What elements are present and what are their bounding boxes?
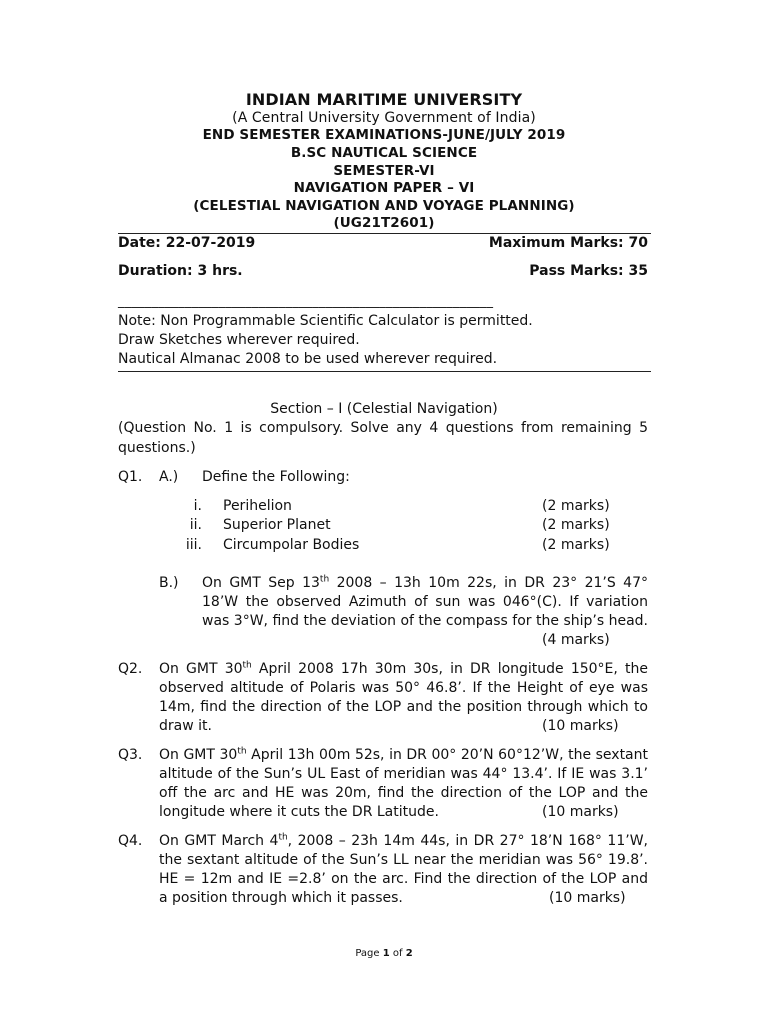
university-subtitle: (A Central University Government of India): [232, 110, 536, 126]
q3-line-4: longitude where it cuts the DR Latitude.: [159, 804, 439, 820]
q3-marks: (10 marks): [542, 804, 619, 820]
page-total: 2: [405, 948, 413, 959]
exam-title: END SEMESTER EXAMINATIONS-JUNE/JULY 2019: [202, 127, 566, 143]
q4-number: Q4.: [118, 833, 143, 849]
maximum-marks: Maximum Marks: 70: [488, 235, 648, 251]
underline-divider: ________________________________________________________: [118, 294, 494, 309]
page-number: 1: [382, 948, 390, 959]
q1-b-line-1: On GMT Sep 13th 2008 – 13h 10m 22s, in DR 23° 21’S 47°: [202, 574, 648, 591]
q4-line-2: the sextant altitude of the Sun’s LL near the meridian was 56° 19.8’.: [159, 852, 648, 868]
q1-item-3-text: Circumpolar Bodies: [223, 537, 360, 553]
q3-number: Q3.: [118, 747, 143, 763]
q4-line-4: a position through which it passes.: [159, 890, 403, 906]
university-title: INDIAN MARITIME UNIVERSITY: [245, 90, 523, 109]
section-instruction-line-2: questions.): [118, 440, 196, 456]
exam-duration: Duration: 3 hrs.: [118, 263, 243, 279]
note-line-2: Draw Sketches wherever required.: [118, 332, 360, 348]
meta-row-date: [118, 235, 648, 251]
q4-line-3: HE = 12m and IE =2.8’ on the arc. Find the direction of the LOP and: [159, 871, 648, 887]
q1-item-2-numeral: ii.: [189, 517, 202, 533]
note-line-3: Nautical Almanac 2008 to be used wherever required.: [118, 351, 498, 367]
program-title: B.SC NAUTICAL SCIENCE: [290, 145, 478, 161]
paper-title: NAVIGATION PAPER – VI: [293, 180, 475, 196]
q2-line-4: draw it.: [159, 718, 212, 734]
q2-line-3: 14m, find the direction of the LOP and the position through which to: [159, 699, 648, 715]
q1-b-line-2: 18’W the observed Azimuth of sun was 046°(C). If variation: [202, 594, 648, 610]
q1-number: Q1.: [118, 469, 143, 485]
q3-line-1: On GMT 30th April 13h 00m 52s, in DR 00° 20’N 60°12’W, the sextant: [159, 746, 649, 763]
q4-line-1: On GMT March 4th, 2008 – 23h 14m 44s, in DR 27° 18’N 168° 11’W,: [159, 832, 648, 849]
q2-line-2: observed altitude of Polaris was 50° 46.8’. If the Height of eye was: [159, 680, 648, 696]
semester-title: SEMESTER-VI: [333, 163, 435, 179]
q3-line-3: off the arc and HE was 20m, find the direction of the LOP and the: [159, 785, 648, 801]
q1-item-1-numeral: i.: [193, 498, 202, 514]
header-divider: [118, 233, 651, 234]
q1-a-text: Define the Following:: [202, 469, 350, 485]
pass-marks: Pass Marks: 35: [529, 263, 648, 279]
q3-line-2: altitude of the Sun’s UL East of meridian was 44° 13.4’. If IE was 3.1’: [159, 766, 648, 782]
q4-marks: (10 marks): [549, 890, 626, 906]
q1-b-marks: (4 marks): [542, 632, 610, 648]
section-title: Section – I (Celestial Navigation): [270, 401, 498, 417]
q1-a-label: A.): [159, 469, 179, 485]
q1-item-1-text: Perihelion: [223, 498, 292, 514]
exam-date: Date: 22-07-2019: [118, 235, 256, 251]
q1-item-3-marks: (2 marks): [542, 537, 610, 553]
q2-line-1: On GMT 30th April 2008 17h 30m 30s, in DR longitude 150°E, the: [159, 660, 648, 677]
notes-divider: [118, 371, 651, 372]
q1-item-2-marks: (2 marks): [542, 517, 610, 533]
q1-b-label: B.): [159, 575, 179, 591]
course-code: (UG21T2601): [333, 215, 435, 231]
q1-b-line-3: was 3°W, find the deviation of the compass for the ship’s head.: [202, 613, 648, 629]
page-footer: Page 1 of 2: [355, 948, 413, 959]
q2-number: Q2.: [118, 661, 143, 677]
note-line-1: Note: Non Programmable Scientific Calculator is permitted.: [118, 313, 533, 329]
q1-item-2-text: Superior Planet: [223, 517, 331, 533]
meta-row-duration: [118, 263, 648, 279]
section-instruction-line-1: (Question No. 1 is compulsory. Solve any 4 questions from remaining 5: [118, 420, 648, 436]
paper-subtitle: (CELESTIAL NAVIGATION AND VOYAGE PLANNING): [193, 198, 575, 214]
q1-item-1-marks: (2 marks): [542, 498, 610, 514]
q2-marks: (10 marks): [542, 718, 619, 734]
q1-item-3-numeral: iii.: [185, 537, 202, 553]
